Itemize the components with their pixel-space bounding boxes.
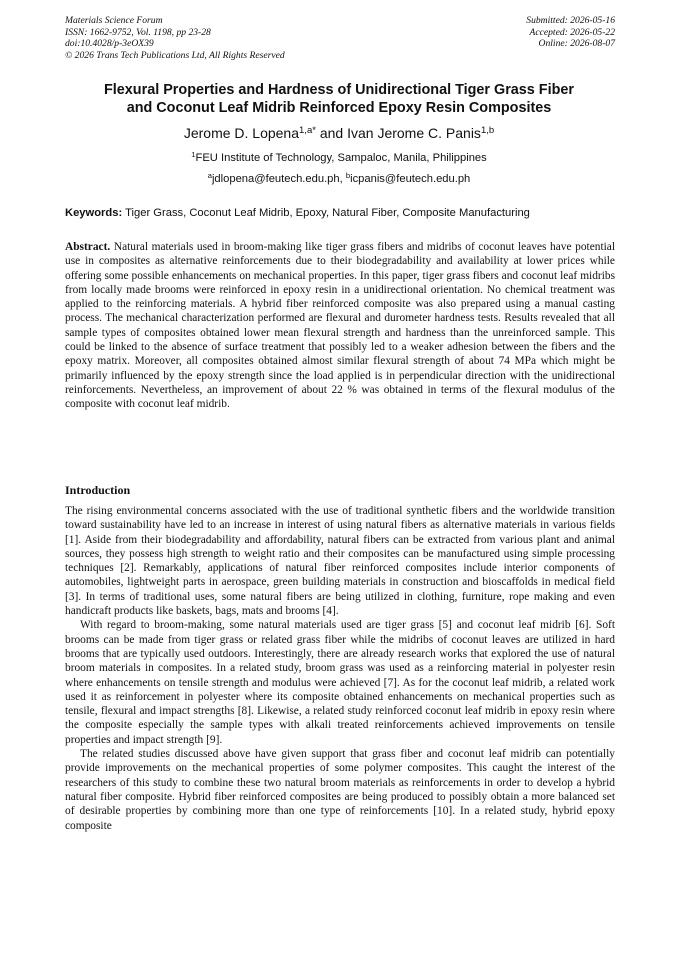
intro-paragraph-2: With regard to broom-making, some natural materials used are tiger grass [5] and coconut leaf midrib [6]. Soft brooms can be made from tiger grass or related grass fiber while the midribs of coconut leaves are utilized in hard brooms that are typically used outdoors. Interestingly, there are already research works that explored the use of natural broom materials in composites. In a related study, broom grass was used as a reinforcing material in polyester resin where enhancements on tensile strength and modulus were achieved [7]. As for the coconut leaf midrib, a related work used it as reinforcement in polyester where its composite obtained enhancements on mechanical properties such as tensile, flexural and impact strengths [8]. Likewise, a related study reinforced coconut leaf midrib in epoxy resin where the composite especially the sample types with alkali treated reinforcements achieved improvements on tensile properties and impact strength [9]. <box>65 619 615 746</box>
issn-line: ISSN: 1662-9752, Vol. 1198, pp 23-28 <box>65 26 211 38</box>
affiliation-text: FEU Institute of Technology, Sampaloc, Manila, Philippines <box>195 152 487 164</box>
author-1: Jerome D. Lopena <box>183 125 300 141</box>
author-2: Ivan Jerome C. Panis <box>347 125 481 141</box>
title-line-2: and Coconut Leaf Midrib Reinforced Epoxy Resin Composites <box>126 100 552 116</box>
copyright-line: © 2026 Trans Tech Publications Ltd, All Rights Reserved <box>65 49 285 61</box>
author-list <box>60 124 618 142</box>
doi-line: doi:10.4028/p-3eOX39 <box>65 38 154 50</box>
abstract-text: Natural materials used in broom-making like tiger grass fibers and midribs of coconut leaves have potential use in composites as alternative reinforcements due to their biodegradability and availability at lower prices while offering some possible enhancements on mechanical properties. In this paper, tiger grass fibers and coconut leaf midribs from locally made brooms were reinforced in epoxy resin in a unidirectional orientation. No chemical treatment was applied to the reinforcing materials. A hybrid fiber reinforced composite was also prepared using a manual casting process. The mechanical characterization performed are flexural and durometer hardness tests. Results revealed that all sample types of composites obtained lower mean flexural strength and hardness than the unreinforced sample. This could be linked to the absence of surface treatment that possibly led to a weaker adhesion between the fibers and the epoxy matrix. Moreover, all composites obtained almost similar flexural strength of about 74 MPa which might be primarily influenced by the epoxy strength since the load applied is in perpendicular direction with the unidirectional reinforcements. Nevertheless, an improvement of about 22 % was obtained in terms of the flexural modulus of the composite with coconut leaf midrib. <box>65 241 615 411</box>
email-a-mark: a <box>207 170 212 180</box>
online-date: Online: 2026-08-07 <box>538 38 615 50</box>
author-emails <box>60 172 618 186</box>
keywords-label: Keywords: <box>65 207 123 219</box>
abstract-label: Abstract. <box>65 241 111 253</box>
author-joiner: and <box>315 125 348 141</box>
email-a[interactable]: jdlopena@feutech.edu.ph, <box>211 173 346 185</box>
abstract <box>65 240 615 412</box>
journal-name: Materials Science Forum <box>65 15 163 26</box>
author-2-affiliation-mark: 1,b <box>480 124 495 136</box>
title-line-1: Flexural Properties and Hardness of Unidirectional Tiger Grass Fiber <box>104 82 574 98</box>
accepted-date: Accepted: 2026-05-22 <box>529 26 615 38</box>
affiliation <box>60 151 618 165</box>
intro-paragraph-3: The related studies discussed above have given support that grass fiber and coconut leaf midrib can potentially provide improvements on the mechanical properties of some polymer composites. This caught the interest of the researchers of this study to combine these two natural broom materials as reinforcements in order to develop a hybrid natural fiber composite. Hybrid fiber reinforced composites are being produced to possibly obtain a more balanced set of desirable properties by combining more than one type of reinforcements [10]. In a related study, hybrid epoxy composite <box>65 748 615 832</box>
introduction-heading: Introduction <box>65 483 131 497</box>
affiliation-mark: 1 <box>191 149 196 159</box>
journal-header-left <box>65 15 285 61</box>
introduction-body <box>65 504 615 833</box>
email-b[interactable]: icpanis@feutech.edu.ph <box>350 173 471 185</box>
paper-title <box>60 81 618 117</box>
email-b-mark: b <box>345 170 351 180</box>
keywords-text: Tiger Grass, Coconut Leaf Midrib, Epoxy, Natural Fiber, Composite Manufacturing <box>122 207 530 219</box>
keywords <box>65 206 615 220</box>
intro-paragraph-1: The rising environmental concerns associated with the use of traditional synthetic fibers and the worldwide transition toward sustainability have led to an increase in interest of using natural fibers as alternative materials in various fields [1]. Aside from their biodegradability and affordability, natural fibers can be extracted from various plant and animal sources, they possess high strength to weight ratio and their composites can be manufactured using simple processing techniques [2]. Remarkably, applications of natural fiber reinforced composites include interior components of automobiles, lightweight parts in aerospace, green building materials in construction and bioscaffolds in medical field [3]. In terms of traditional uses, some natural fibers are being utilized in clothing, furniture, rope making and even handicraft products like baskets, bags, mats and brooms [4]. <box>65 505 615 618</box>
journal-header-right <box>526 15 615 50</box>
submitted-date: Submitted: 2026-05-16 <box>526 15 615 26</box>
author-1-affiliation-mark: 1,a* <box>299 124 316 136</box>
